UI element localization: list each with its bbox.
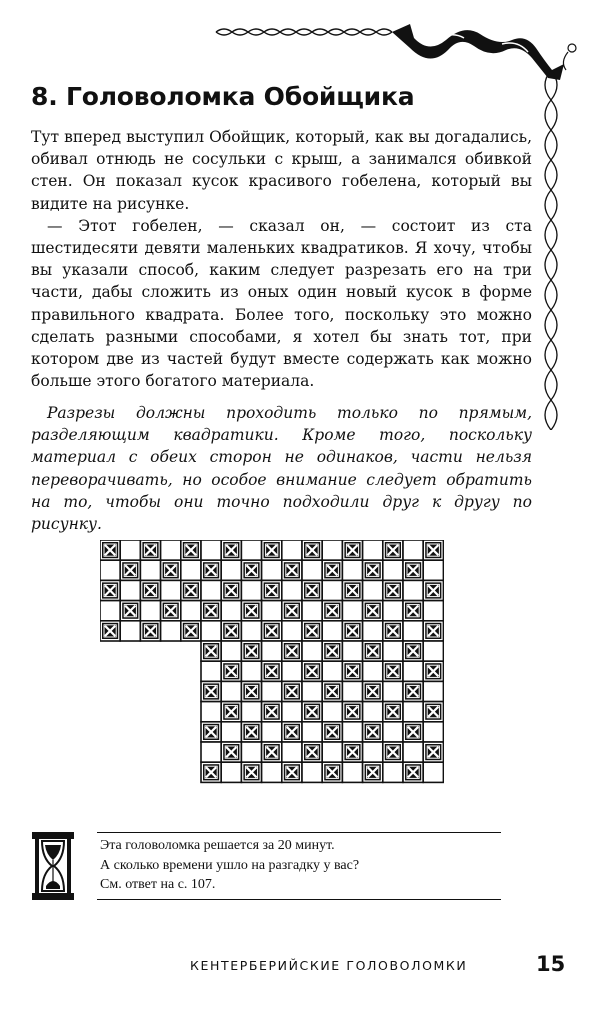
tapestry-cell — [201, 580, 221, 600]
tapestry-cell — [241, 661, 261, 681]
tapestry-cell — [201, 540, 221, 560]
tapestry-cell — [241, 621, 261, 641]
tapestry-cell — [262, 641, 282, 661]
tapestry-cell — [161, 601, 181, 621]
tapestry-cell — [120, 580, 140, 600]
tapestry-cell — [221, 661, 241, 681]
tapestry-cell — [282, 540, 302, 560]
timer-rule-top — [97, 832, 501, 833]
tapestry-cell — [342, 762, 362, 782]
tapestry-cell — [322, 540, 342, 560]
timer-line-3: См. ответ на с. 107. — [100, 877, 216, 892]
tapestry-cell — [403, 540, 423, 560]
tapestry-cell — [403, 641, 423, 661]
tapestry-cell — [201, 560, 221, 580]
tapestry-cell — [342, 681, 362, 701]
tapestry-cell — [403, 580, 423, 600]
tapestry-cell — [322, 560, 342, 580]
tapestry-cell — [181, 580, 201, 600]
tapestry-cell — [423, 560, 443, 580]
tapestry-cell — [383, 681, 403, 701]
tapestry-cell — [282, 560, 302, 580]
timer-rule-bottom — [97, 899, 501, 900]
ribbon-scroll-ornament-icon — [214, 18, 584, 88]
tapestry-cell — [221, 722, 241, 742]
tapestry-cell — [201, 601, 221, 621]
tapestry-cell — [140, 540, 160, 560]
tapestry-cell — [201, 641, 221, 661]
tapestry-cell — [181, 540, 201, 560]
tapestry-cell — [241, 540, 261, 560]
tapestry-cell — [403, 702, 423, 722]
tapestry-cell — [221, 621, 241, 641]
tapestry-cell — [403, 560, 423, 580]
tapestry-cell — [363, 722, 383, 742]
tapestry-cell — [262, 580, 282, 600]
tapestry-cell — [423, 601, 443, 621]
tapestry-cell — [221, 681, 241, 701]
tapestry-cell — [221, 540, 241, 560]
tapestry-cell — [363, 621, 383, 641]
tapestry-board — [100, 540, 444, 785]
tapestry-cell — [383, 722, 403, 742]
tapestry-cell — [302, 580, 322, 600]
tapestry-cell — [282, 742, 302, 762]
tapestry-cell — [342, 702, 362, 722]
tapestry-cell — [342, 641, 362, 661]
tapestry-cell — [383, 580, 403, 600]
tapestry-cell — [100, 560, 120, 580]
tapestry-cell — [423, 702, 443, 722]
tapestry-cell — [282, 601, 302, 621]
tapestry-cell — [342, 742, 362, 762]
tapestry-cell — [363, 601, 383, 621]
tapestry-cell — [181, 560, 201, 580]
tapestry-cell — [383, 742, 403, 762]
tapestry-cell — [403, 742, 423, 762]
tapestry-cell — [282, 580, 302, 600]
tapestry-cell — [322, 621, 342, 641]
tapestry-cell — [342, 621, 362, 641]
tapestry-cell — [423, 621, 443, 641]
tapestry-cell — [403, 681, 423, 701]
tapestry-cell — [221, 580, 241, 600]
tapestry-cell — [140, 560, 160, 580]
tapestry-cell — [403, 601, 423, 621]
tapestry-cell — [383, 641, 403, 661]
tapestry-cell — [221, 762, 241, 782]
tapestry-cell — [423, 540, 443, 560]
tapestry-cell — [363, 681, 383, 701]
tapestry-cell — [342, 661, 362, 681]
tapestry-cell — [241, 681, 261, 701]
tapestry-cell — [161, 580, 181, 600]
tapestry-cell — [383, 702, 403, 722]
tapestry-cell — [262, 601, 282, 621]
tapestry-cell — [302, 621, 322, 641]
tapestry-cell — [383, 621, 403, 641]
paragraph-intro: Тут вперед выступил Обойщик, который, как вы догадались, обивал отнюдь не сосульки с крыш, а занимался обивкой стен. Он показал кусок красивого гобелена, который вы видите на рисунке. — [31, 128, 532, 213]
tapestry-cell — [282, 661, 302, 681]
tapestry-cell — [282, 762, 302, 782]
tapestry-cell — [100, 621, 120, 641]
tapestry-cell — [383, 601, 403, 621]
tapestry-cell — [403, 762, 423, 782]
tapestry-cell — [423, 742, 443, 762]
tapestry-cell — [201, 661, 221, 681]
tapestry-cell — [100, 580, 120, 600]
tapestry-cell — [241, 762, 261, 782]
italic-note: Разрезы должны проходить только по прямым, разделяющим квадратики. Кроме того, поскольку материал с обеих сторон не одинаков, части нельзя переворачивать, но особое внимание следует обратить на то, чтобы они точно подходили друг к другу по рисунку. — [31, 404, 532, 534]
tapestry-cell — [262, 621, 282, 641]
tapestry-cell — [140, 601, 160, 621]
tapestry-cell — [201, 681, 221, 701]
tapestry-cell — [100, 601, 120, 621]
tapestry-cell — [181, 601, 201, 621]
tapestry-cell — [120, 621, 140, 641]
tapestry-cell — [342, 540, 362, 560]
paragraph-dialogue: — Этот гобелен, — сказал он, — состоит из ста шестидесяти девяти маленьких квадратиков. Я хочу, чтобы вы указали способ, каким следует разрезать его на три части, дабы сложить из оных один новый кусок в форме правильного квадрата. Более того, поскольку это можно сделать разными способами, я хотел бы знать тот, при котором две из частей будут вместе содержать как можно больше этого богатого материала. — [31, 216, 532, 391]
tapestry-cell — [302, 661, 322, 681]
tapestry-cell — [342, 722, 362, 742]
tapestry-cell — [201, 621, 221, 641]
tapestry-cell — [423, 762, 443, 782]
tapestry-cell — [383, 661, 403, 681]
tapestry-cell — [262, 742, 282, 762]
timer-line-2: А сколько времени ушло на разгадку у вас? — [100, 857, 360, 873]
page-number: 15 — [536, 952, 566, 976]
tapestry-cell — [221, 742, 241, 762]
tapestry-cell — [363, 762, 383, 782]
tapestry-cell — [363, 742, 383, 762]
tapestry-cell — [363, 560, 383, 580]
tapestry-cell — [241, 722, 261, 742]
tapestry-cell — [423, 641, 443, 661]
tapestry-cell — [302, 681, 322, 701]
tapestry-cell — [363, 661, 383, 681]
tapestry-cell — [322, 762, 342, 782]
tapestry-cell — [302, 722, 322, 742]
body-text — [31, 126, 532, 392]
tapestry-cell — [423, 722, 443, 742]
tapestry-cell — [302, 742, 322, 762]
tapestry-cell — [221, 601, 241, 621]
tapestry-cell — [201, 722, 221, 742]
tapestry-cell — [120, 601, 140, 621]
tapestry-cell — [423, 661, 443, 681]
tapestry-cell — [161, 560, 181, 580]
tapestry-cell — [221, 560, 241, 580]
tapestry-cell — [342, 560, 362, 580]
tapestry-cell — [342, 601, 362, 621]
tapestry-cell — [120, 540, 140, 560]
tapestry-cell — [383, 540, 403, 560]
tapestry-cell — [302, 641, 322, 661]
tapestry-cell — [120, 560, 140, 580]
tapestry-cell — [262, 560, 282, 580]
tapestry-cell — [161, 540, 181, 560]
hourglass-icon — [30, 830, 76, 902]
tapestry-cell — [363, 641, 383, 661]
tapestry-cell — [241, 742, 261, 762]
tapestry-cell — [322, 702, 342, 722]
tapestry-cell — [322, 641, 342, 661]
running-footer-title: КЕНТЕРБЕРИЙСКИЕ ГОЛОВОЛОМКИ — [190, 958, 468, 973]
tapestry-cell — [241, 580, 261, 600]
tapestry-cell — [241, 641, 261, 661]
puzzle-title: 8. Головоломка Обойщика — [31, 82, 415, 111]
tapestry-cell — [262, 702, 282, 722]
tapestry-cell — [282, 722, 302, 742]
tapestry-cell — [282, 681, 302, 701]
tapestry-cell — [302, 601, 322, 621]
tapestry-cell — [221, 702, 241, 722]
tapestry-cell — [161, 621, 181, 641]
tapestry-cell — [201, 762, 221, 782]
tapestry-cell — [140, 580, 160, 600]
tapestry-cell — [302, 702, 322, 722]
tapestry-cell — [322, 681, 342, 701]
tapestry-cell — [282, 702, 302, 722]
tapestry-cell — [302, 560, 322, 580]
tapestry-cell — [322, 722, 342, 742]
tapestry-cell — [403, 722, 423, 742]
tapestry-cell — [322, 601, 342, 621]
tapestry-cell — [262, 661, 282, 681]
timer-text — [100, 836, 500, 895]
tapestry-cell — [241, 560, 261, 580]
tapestry-cell — [342, 580, 362, 600]
tapestry-cell — [282, 621, 302, 641]
tapestry-cell — [383, 560, 403, 580]
tapestry-cell — [322, 742, 342, 762]
timer-line-1: Эта головоломка решается за 20 минут. — [100, 838, 335, 853]
tapestry-cell — [181, 621, 201, 641]
tapestry-cell — [302, 540, 322, 560]
tapestry-cell — [403, 621, 423, 641]
tapestry-cell — [100, 540, 120, 560]
tapestry-cell — [322, 580, 342, 600]
tapestry-cell — [282, 641, 302, 661]
tapestry-cell — [241, 702, 261, 722]
tapestry-cell — [363, 540, 383, 560]
tapestry-cell — [262, 540, 282, 560]
tapestry-cell — [322, 661, 342, 681]
tapestry-cell — [241, 601, 261, 621]
tapestry-cell — [262, 722, 282, 742]
tapestry-cell — [302, 762, 322, 782]
vertical-chain-ornament-icon — [540, 70, 562, 430]
tapestry-cell — [403, 661, 423, 681]
tapestry-cell — [201, 742, 221, 762]
tapestry-cell — [262, 681, 282, 701]
tapestry-cell — [140, 621, 160, 641]
tapestry-cell — [423, 681, 443, 701]
tapestry-cell — [383, 762, 403, 782]
tapestry-cell — [262, 762, 282, 782]
tapestry-cell — [221, 641, 241, 661]
tapestry-cell — [363, 580, 383, 600]
tapestry-cell — [363, 702, 383, 722]
tapestry-cell — [423, 580, 443, 600]
tapestry-cell — [201, 702, 221, 722]
